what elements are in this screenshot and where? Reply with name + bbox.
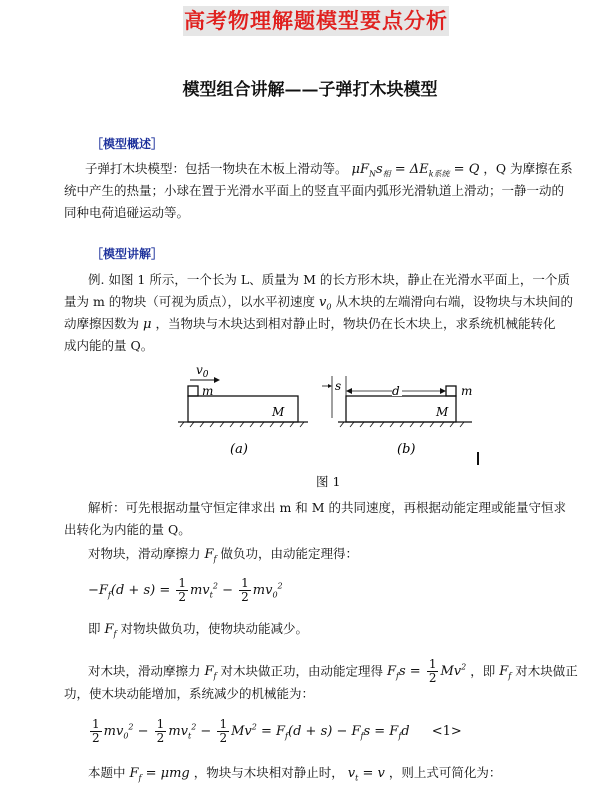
last-b: ，物块与木块相对静止时， [193,765,344,780]
board-line-2: 功，使木块动能增加，系统减少的机械能为： [64,686,315,701]
M-label-a: M [272,405,285,419]
small-block-a [188,386,198,396]
overview-text-1b: ，Q 为摩擦在系 [483,161,573,176]
arrowhead-icon [214,377,220,383]
equation-tag: <1> [431,724,462,739]
friction-equation: $F_f = \mu mg$ [129,766,190,783]
note-1-a: 即 [88,621,101,636]
example-line-1: 例. 如图 1 所示，一个长为 L、质量为 M 的长方形木块，静止在光滑水平面上，一个质 [88,272,570,287]
overview-line-2: 统中产生的热量；小球在置于光滑水平面上的竖直平面内弧形光滑轨道上滑动；一静一动的 [64,183,565,198]
block-intro [88,543,358,571]
last-line [88,762,501,790]
example-text-2a: 量为 m 的物块（可视为质点），以水平初速度 [64,294,316,309]
overview-formula: $\mu F_Ns_相 = \Delta E_{k系统} = Q$ [351,162,480,179]
example-text-2b: 从木块的左端滑向右端，设物块与木块间的 [335,294,573,309]
equation-2: $\frac{1}{2}$ $mv_0^2$ − $\frac{1}{2}$ $mv_t^2$ − $\frac{1}{2}$ $Mv^2 = F_f(d + s) - F_fs = F_fd <1>$ [92,717,462,745]
M-label-b: M [436,405,449,419]
v0-label: $v_0$ [196,363,209,380]
small-block-b [446,386,456,396]
example-text-3b: ，当物块与木块达到相对静止时，物块仍在长木块上，求系统机械能转化 [155,316,556,331]
ground-hatch-b [340,422,464,427]
board-equation: $F_fs$ = $\frac{1}{2}$ Mv$^2$ [386,657,467,686]
block-intro-b: 做负功，由动能定理得： [220,546,358,561]
m-label-b: m [461,384,473,398]
ground-hatch-a [180,422,304,427]
note-1 [88,618,308,646]
figure-caption: 图 1 [316,474,341,489]
page-subtitle: 模型组合讲解——子弹打木块模型 [182,80,438,100]
explain-heading: ［模型讲解］ [91,247,164,261]
v0-symbol: $v_0$ [319,295,332,312]
ff-symbol-3: $F_f$ [204,664,217,681]
overview-heading: ［模型概述］ [91,137,164,151]
last-c: ，则上式可简化为： [388,765,502,780]
velocity-equation: $v_t = v$ [347,766,385,783]
board-a: 对木块，滑动摩擦力 [88,663,201,679]
example-text-3a: 动摩擦因数为 [64,316,140,331]
solution-line-1: 解析：可先根据动量守恒定律求出 m 和 M 的共同速度，再根据动能定理或能量守恒求 [88,500,567,515]
caption-b: (b) [397,442,416,457]
m-label-a: m [202,384,214,398]
ff-symbol-4: $F_f$ [499,664,512,681]
block-intro-a: 对物块，滑动摩擦力 [88,546,201,561]
page-title: 高考物理解题模型要点分析 [184,8,448,33]
d-arrowhead-right-icon [440,388,446,394]
note-1-b: 对物块做负功，使物块动能减少。 [120,621,308,636]
mu-symbol: μ [143,317,152,332]
overview-text-1a: 子弹打木块模型：包括一物块在木板上滑动等。 [85,161,348,176]
board-d: 对木块做正 [515,663,578,679]
example-line-3 [64,313,555,336]
board-b: 对木块做正功，由动能定理得 [220,663,383,679]
figure-b [322,376,472,457]
solution-line-2: 出转化为内能的量 Q。 [64,522,191,537]
overview-line-3: 同种电荷追碰运动等。 [64,205,190,220]
s-label: s [335,379,342,393]
board-c: ，即 [470,663,496,679]
text-cursor [477,452,479,465]
ff-symbol-2: $F_f$ [104,622,117,639]
figure-a [178,363,308,457]
s-arrowhead-icon [328,384,332,388]
figure-1-diagram [170,358,490,463]
d-label: d [392,384,400,398]
d-arrowhead-left-icon [346,388,352,394]
ff-symbol-1: $F_f$ [204,547,217,564]
last-a: 本题中 [88,765,126,780]
equation-1: $-F_f(d + s)$ = $\frac{1}{2}$ $mv_t^2$ − $\frac{1}{2}$ $mv_0^2$ [88,576,283,604]
caption-a: (a) [230,442,248,457]
example-line-4: 成内能的量 Q。 [64,338,154,353]
